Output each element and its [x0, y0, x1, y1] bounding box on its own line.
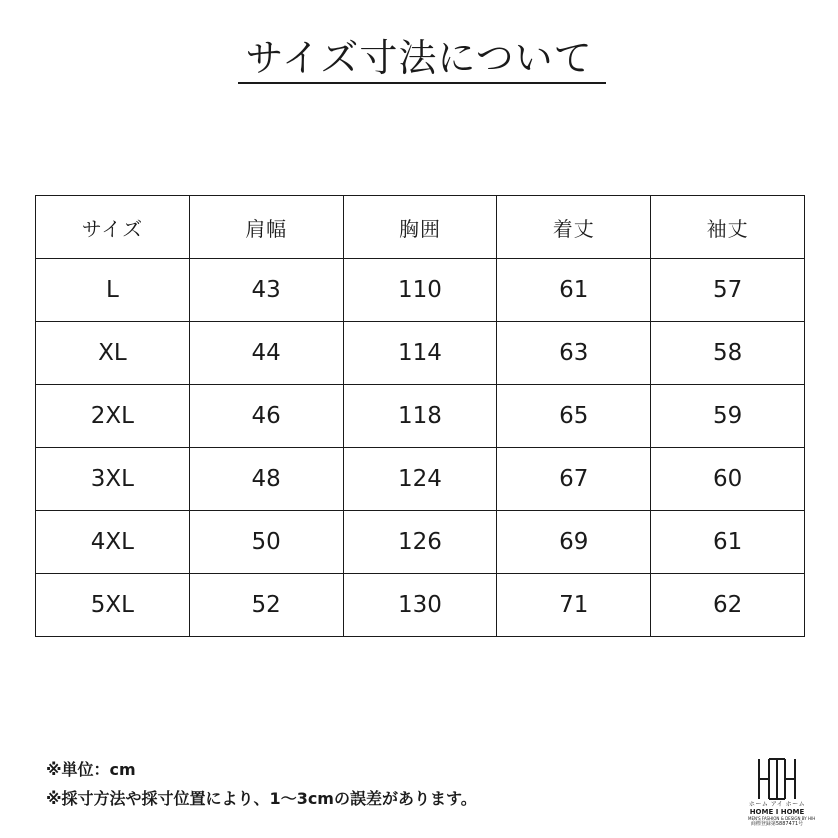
header-chest: 胸囲	[343, 196, 497, 259]
size-table	[35, 195, 805, 637]
table-cell: 67	[497, 448, 651, 511]
page-title: サイズ寸法について	[245, 36, 593, 80]
table-cell: 46	[189, 385, 343, 448]
table-cell: 59	[651, 385, 805, 448]
header-length: 着丈	[497, 196, 651, 259]
header-size: サイズ	[36, 196, 190, 259]
logo-wordmark: HOME I HOME	[749, 808, 805, 816]
table-cell: 44	[189, 322, 343, 385]
header-sleeve: 袖丈	[651, 196, 805, 259]
table-cell: 62	[651, 574, 805, 637]
table-cell: 57	[651, 259, 805, 322]
logo-trademark: 商標登録第5887471号	[750, 821, 804, 827]
notes	[46, 755, 477, 813]
table-cell: 124	[343, 448, 497, 511]
table-cell: 61	[497, 259, 651, 322]
table-cell: 43	[189, 259, 343, 322]
table-cell: 3XL	[36, 448, 190, 511]
title-underline	[238, 82, 606, 84]
table-cell: 58	[651, 322, 805, 385]
table-cell: 69	[497, 511, 651, 574]
table-row	[36, 385, 805, 448]
table-cell: 4XL	[36, 511, 190, 574]
table-cell: 130	[343, 574, 497, 637]
table-cell: 60	[651, 448, 805, 511]
table-cell: L	[36, 259, 190, 322]
table-row	[36, 448, 805, 511]
table-cell: 52	[189, 574, 343, 637]
table-cell: 126	[343, 511, 497, 574]
table-cell: 65	[497, 385, 651, 448]
table-row	[36, 322, 805, 385]
table-cell: 2XL	[36, 385, 190, 448]
table-cell: 110	[343, 259, 497, 322]
table-header-row	[36, 196, 805, 259]
table-cell: XL	[36, 322, 190, 385]
table-cell: 118	[343, 385, 497, 448]
hih-logo-mark-icon	[756, 757, 798, 801]
note-unit: ※単位：cm	[46, 760, 136, 779]
note-measurement-error: ※採寸方法や採寸位置により、1～3cmの誤差があります。	[46, 789, 477, 808]
table-cell: 63	[497, 322, 651, 385]
table-row	[36, 259, 805, 322]
logo-tagline: MEN'S FASHION & DESIGN BY HIH	[748, 816, 816, 821]
table-cell: 71	[497, 574, 651, 637]
table-cell: 48	[189, 448, 343, 511]
header-shoulder-width: 肩幅	[189, 196, 343, 259]
brand-logo	[748, 757, 816, 835]
table-cell: 5XL	[36, 574, 190, 637]
table-cell: 114	[343, 322, 497, 385]
table-cell: 50	[189, 511, 343, 574]
table-row	[36, 574, 805, 637]
logo-kana: ホーム アイ ホーム	[748, 801, 806, 808]
table-row	[36, 511, 805, 574]
table-cell: 61	[651, 511, 805, 574]
